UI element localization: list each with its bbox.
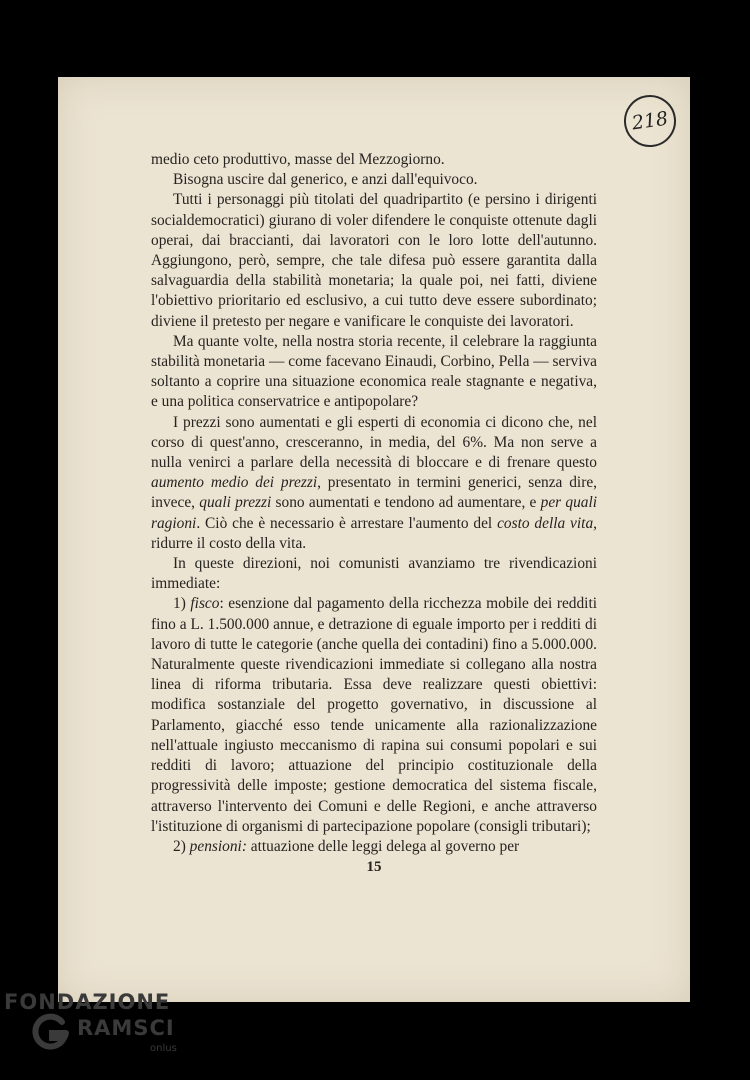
body-text bbox=[151, 150, 597, 857]
page-number: 15 bbox=[366, 859, 382, 875]
italic-text: per quali ragioni bbox=[151, 494, 598, 532]
archive-number: 218 bbox=[630, 107, 670, 135]
document-page bbox=[58, 77, 690, 1002]
text-run: : esenzione dal pagamento della ricchezza mobile dei redditi fino a L. 1.500.000 annue, e detrazione di eguale importo per i redditi di lavoro di tutte le categorie (anche quella dei contadini) fino a 5.000.000. Naturalmente queste rivendicazioni immediate si collegano alla nostra linea di riforma tributaria. Essa deve realizzare questi obiettivi: modifica sostanziale del progetto governativo, in discussione al Parlamento, giacché esso tende unicamente alla razionalizzazione nell'attuale ingiusto meccanismo di rapina sui consumi popolari e sui redditi di lavoro; attuazione del principio costituzionale della progressività delle imposte; gestione democratica del sistema fiscale, attraverso l'intervento dei Comuni e delle Regioni, e anche attraverso l'istituzione di organismi di partecipazione popolare (consigli tributari); bbox=[151, 595, 597, 835]
text-run: In queste direzioni, noi comunisti avanziamo tre rivendicazioni immediate: bbox=[151, 555, 597, 593]
text-run: 1) bbox=[173, 595, 191, 613]
text-run: I prezzi sono aumentati e gli esperti di economia ci dicono che, nel corso di quest'anno, cresceranno, in media, del 6%. Ma non serve a nulla venirci a parlare della necessità di bloccare e di frenare questo bbox=[151, 413, 597, 472]
text-run: Bisogna uscire dal generico, e anzi dall'equivoco. bbox=[173, 171, 478, 189]
text-run: 2) bbox=[173, 837, 190, 855]
italic-text: fisco bbox=[190, 595, 220, 613]
paragraph bbox=[151, 150, 597, 170]
text-run: sono aumentati e tendono ad aumentare, e bbox=[271, 494, 541, 512]
paragraph bbox=[151, 332, 597, 413]
fondazione-gramsci-logo bbox=[0, 990, 230, 1080]
text-run: attuazione delle leggi delega al governo per bbox=[246, 837, 520, 855]
logo-onlus: onlus bbox=[150, 1043, 177, 1054]
paragraph bbox=[151, 837, 597, 857]
paragraph bbox=[151, 594, 597, 836]
logo-line2: RAMSCI bbox=[77, 1016, 175, 1040]
paragraph bbox=[151, 170, 597, 190]
archive-number-stamp bbox=[621, 92, 680, 151]
italic-text: costo della vita bbox=[497, 514, 594, 532]
text-run: . Ciò che è necessario è arrestare l'aumento del bbox=[196, 514, 498, 532]
text-run: Tutti i personaggi più titolati del quadripartito (e persino i dirigenti socialdemocratici) giurano di voler difendere le conquiste ottenute dagli operai, dai braccianti, dai lavoratori con le loro lotte dell'autunno. Aggiungono, però, sempre, che tale difesa può essere garantita dalla salvaguardia della stabilità monetaria; la quale poi, nei fatti, diviene l'obiettivo prioritario ed esclusivo, a cui tutto deve essere subordinato; diviene il pretesto per negare e vanificare le conquiste dei lavoratori. bbox=[151, 191, 597, 330]
italic-text: pensioni: bbox=[189, 837, 247, 855]
paragraph bbox=[151, 413, 597, 554]
italic-text: quali prezzi bbox=[199, 494, 272, 512]
paragraph bbox=[151, 190, 597, 331]
logo-line1: FONDAZIONE bbox=[4, 990, 171, 1014]
text-run: medio ceto produttivo, masse del Mezzogiorno. bbox=[151, 151, 445, 168]
text-run: Ma quante volte, nella nostra storia recente, il celebrare la raggiunta stabilità monetaria — come facevano Einaudi, Corbino, Pella — serviva soltanto a coprire una situazione economica reale stagnante e negativa, e una politica conservatrice e antipopolare? bbox=[151, 332, 597, 411]
text-run: , ridurre il costo della vita. bbox=[151, 514, 597, 552]
italic-text: aumento medio dei prezzi bbox=[151, 474, 318, 492]
text-run: , presentato in termini generici, senza dire, invece, bbox=[151, 474, 597, 512]
logo-g-icon bbox=[28, 1010, 72, 1054]
paragraph bbox=[151, 554, 597, 594]
